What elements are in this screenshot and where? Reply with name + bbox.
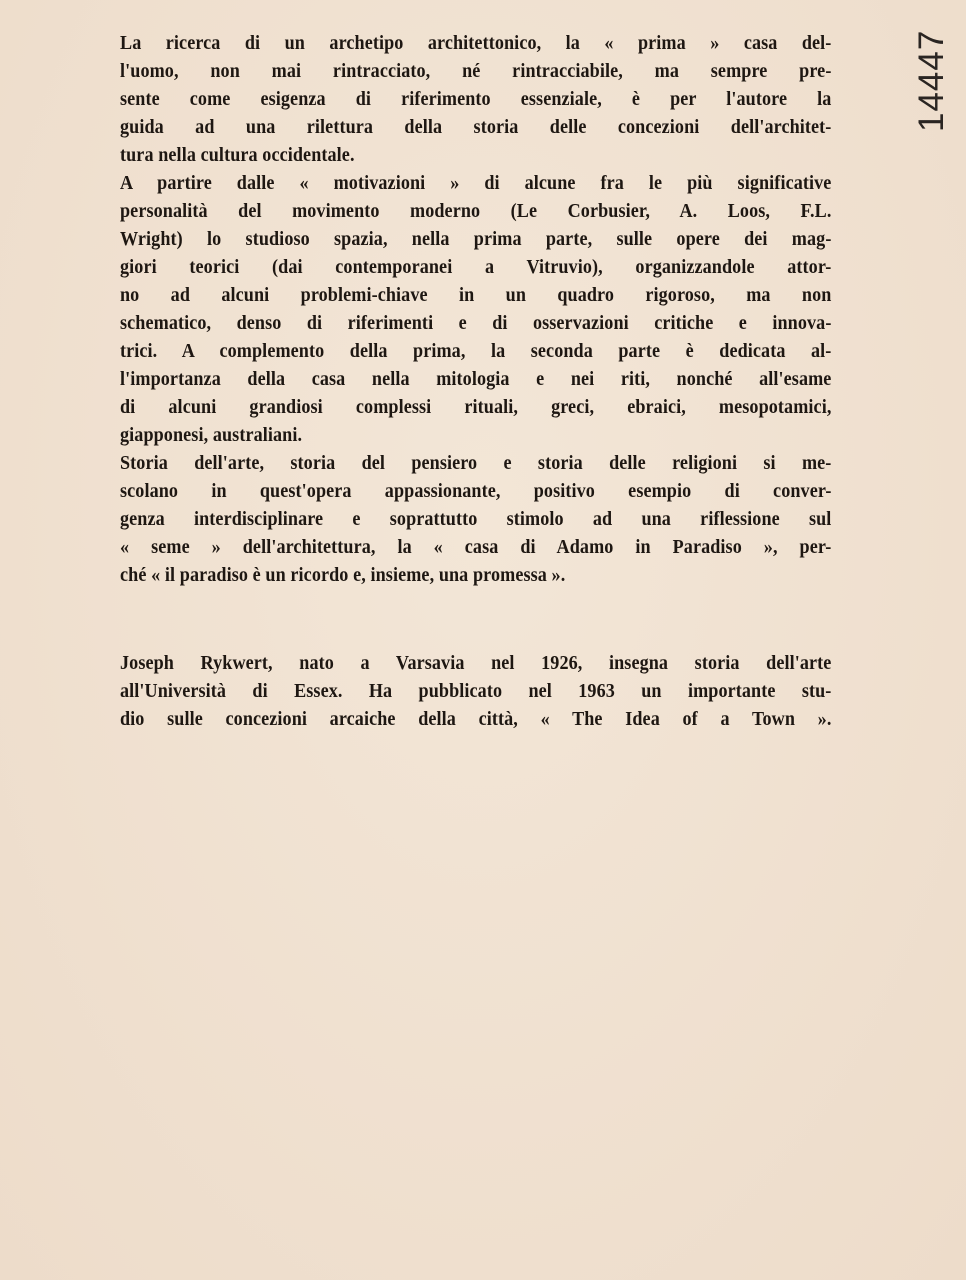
text-line: l'importanza della casa nella mitologia e nei riti, nonché all'esame: [120, 369, 832, 390]
text-line: personalità del movimento moderno (Le Corbusier, A. Loos, F.L.: [120, 201, 832, 222]
text-line: l'uomo, non mai rintracciato, né rintracciabile, ma sempre pre-: [120, 61, 832, 82]
text-line: scolano in quest'opera appassionante, positivo esempio di conver-: [120, 481, 832, 502]
inventory-stamp-number: 14447: [912, 29, 951, 132]
text-line: giapponesi, australiani.: [120, 425, 303, 446]
paragraph-3: [120, 450, 832, 590]
text-line: guida ad una rilettura della storia delle concezioni dell'architet-: [120, 117, 832, 138]
book-description: [120, 30, 832, 590]
text-line: A partire dalle « motivazioni » di alcune fra le più significative: [120, 173, 832, 194]
text-line: Joseph Rykwert, nato a Varsavia nel 1926, insegna storia dell'arte: [120, 653, 832, 674]
text-line: « seme » dell'architettura, la « casa di Adamo in Paradiso », per-: [120, 537, 832, 558]
text-line: giori teorici (dai contemporanei a Vitruvio), organizzandole attor-: [120, 257, 832, 278]
paragraph-2: [120, 170, 832, 450]
text-line: La ricerca di un archetipo architettonico, la « prima » casa del-: [120, 33, 832, 54]
author-bio: [120, 650, 832, 734]
text-line: Wright) lo studioso spazia, nella prima parte, sulle opere dei mag-: [120, 229, 832, 250]
text-line: schematico, denso di riferimenti e di osservazioni critiche e innova-: [120, 313, 832, 334]
text-line: trici. A complemento della prima, la seconda parte è dedicata al-: [120, 341, 832, 362]
text-line: sente come esigenza di riferimento essenziale, è per l'autore la: [120, 89, 832, 110]
text-line: ché « il paradiso è un ricordo e, insieme, una promessa ».: [120, 565, 566, 586]
text-line: all'Università di Essex. Ha pubblicato nel 1963 un importante stu-: [120, 681, 832, 702]
text-line: Storia dell'arte, storia del pensiero e storia delle religioni si me-: [120, 453, 832, 474]
text-line: no ad alcuni problemi-chiave in un quadro rigoroso, ma non: [120, 285, 832, 306]
paragraph-1: [120, 30, 832, 170]
text-line: tura nella cultura occidentale.: [120, 145, 355, 166]
text-line: di alcuni grandiosi complessi rituali, greci, ebraici, mesopotamici,: [120, 397, 832, 418]
text-line: dio sulle concezioni arcaiche della città, « The Idea of a Town ».: [120, 709, 832, 730]
text-line: genza interdisciplinare e soprattutto stimolo ad una riflessione sul: [120, 509, 832, 530]
